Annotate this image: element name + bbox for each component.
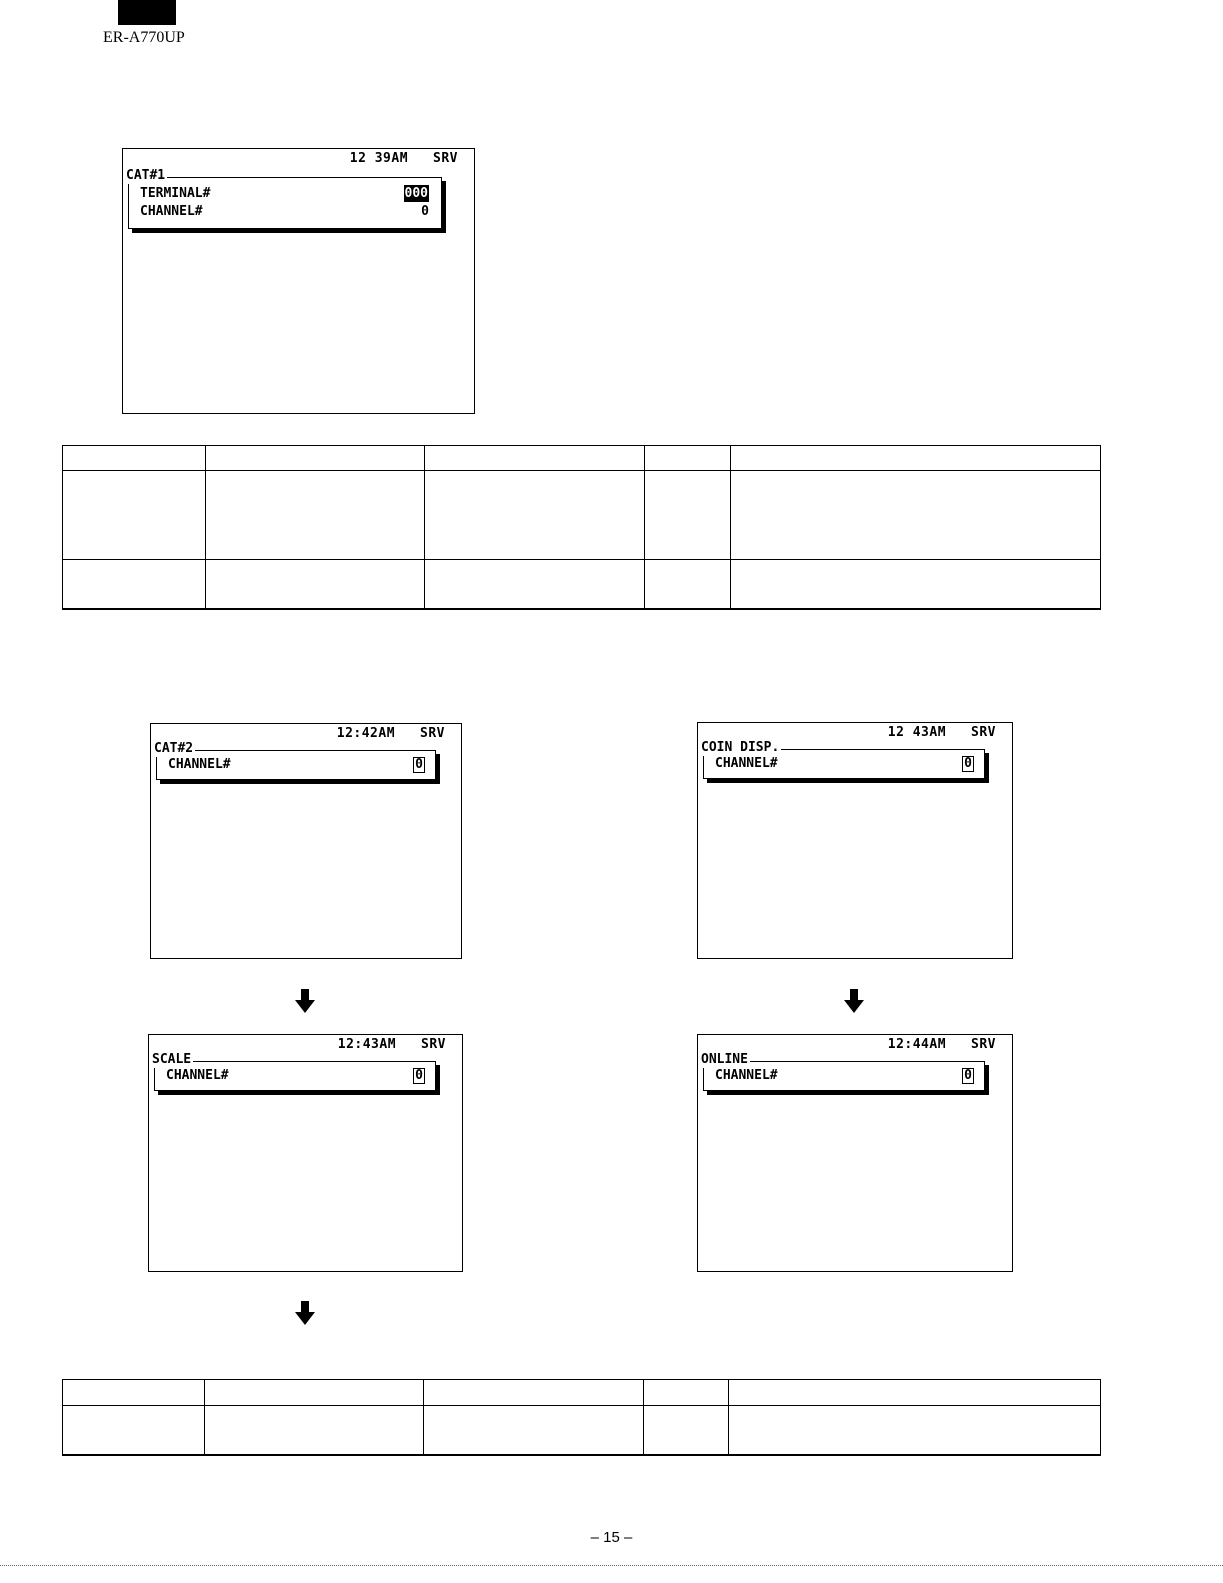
channel-row [140,203,429,220]
status-line: 12 39AM SRV [349,151,458,166]
table-row [63,560,1101,609]
bottom-dotted-rule [0,1565,1223,1566]
cat1-window [126,168,442,229]
page-number: – 15 – [590,1529,633,1546]
coin-disp-window [701,740,985,779]
down-arrow-icon [295,1301,315,1325]
scale-window [152,1052,436,1091]
settings-table-2 [62,1379,1101,1456]
window-title: CAT#2 [154,741,194,756]
coin-disp-screen [697,722,1013,959]
channel-value-input[interactable]: 0 [415,1068,423,1083]
cat2-window [154,741,436,780]
scale-screen [148,1034,463,1272]
status-line: 12:42AM SRV [336,726,445,741]
cat1-screen [122,148,475,414]
terminal-row [140,185,429,202]
table-row [63,1406,1101,1455]
terminal-value-input[interactable]: 000 [404,186,428,201]
channel-label: CHANNEL# [168,757,231,772]
down-arrow-icon [295,989,315,1013]
channel-row [168,756,425,773]
channel-label: CHANNEL# [715,1068,778,1083]
window-title: CAT#1 [126,168,166,183]
settings-table-1 [62,445,1101,610]
window-title: COIN DISP. [701,740,780,755]
channel-row [715,755,974,772]
channel-value-input[interactable]: 0 [415,757,423,772]
table-row [63,471,1101,560]
header-black-tab [118,0,176,25]
channel-value[interactable]: 0 [421,204,429,219]
channel-value-input[interactable]: 0 [964,756,972,771]
channel-row [166,1067,425,1084]
channel-label: CHANNEL# [140,204,203,219]
channel-label: CHANNEL# [166,1068,229,1083]
terminal-label: TERMINAL# [140,186,211,201]
status-line: 12 43AM SRV [887,725,996,740]
cat2-screen [150,723,462,959]
window-title: SCALE [152,1052,192,1067]
status-line: 12:43AM SRV [337,1037,446,1052]
channel-label: CHANNEL# [715,756,778,771]
window-title: ONLINE [701,1052,748,1067]
table-header-row [63,446,1101,471]
online-screen [697,1034,1013,1272]
online-window [701,1052,985,1091]
status-line: 12:44AM SRV [887,1037,996,1052]
down-arrow-icon [844,989,864,1013]
channel-value-input[interactable]: 0 [964,1068,972,1083]
channel-row [715,1067,974,1084]
model-name: ER-A770UP [103,29,185,46]
table-header-row [63,1380,1101,1406]
